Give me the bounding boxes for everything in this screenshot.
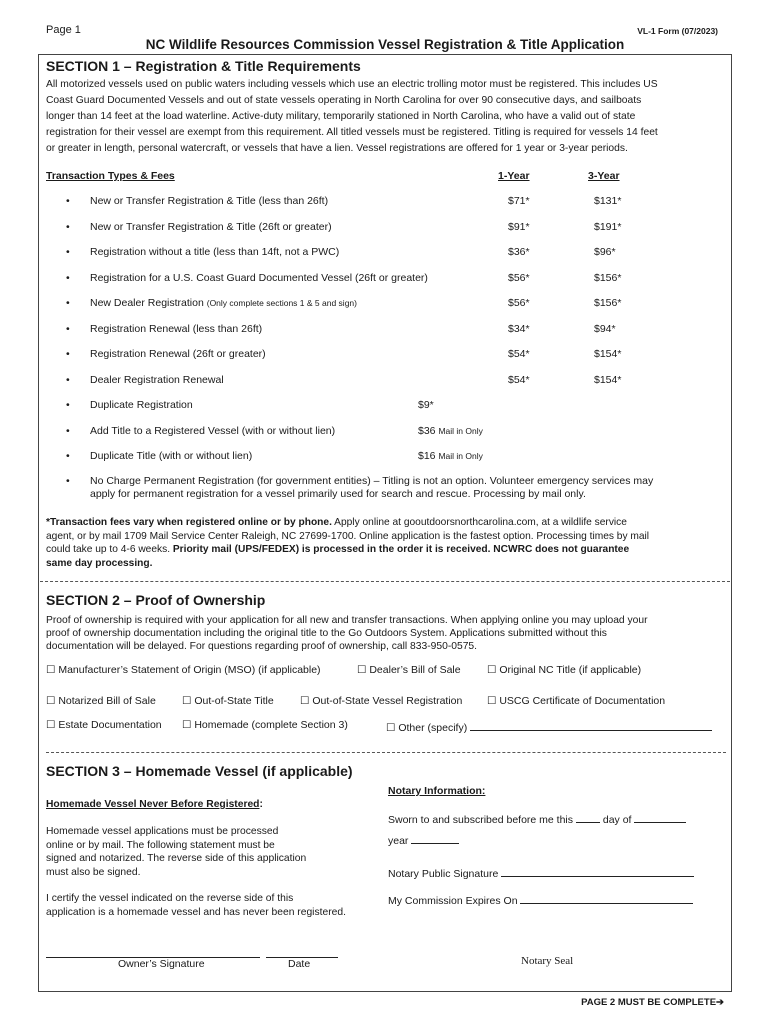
checkbox-icon[interactable]: ☐ bbox=[46, 695, 56, 707]
commission-line bbox=[388, 892, 693, 907]
desc-line: online or by mail. The following statement must be bbox=[46, 839, 275, 851]
checkbox-icon[interactable]: ☐ bbox=[357, 664, 367, 676]
option-homemade[interactable] bbox=[182, 719, 348, 731]
homemade-desc bbox=[46, 825, 306, 879]
certify-statement bbox=[46, 892, 346, 919]
fee-3yr: $156* bbox=[594, 272, 622, 284]
bullet: • bbox=[66, 450, 70, 462]
year-text: year bbox=[388, 835, 409, 847]
intro-line: or greater in length, personal watercraft, or vessels that have a lien. Vessel registrations are offered for 1 year or 3-year periods. bbox=[46, 143, 628, 154]
option-label: Manufacturer’s Statement of Origin (MSO) (if applicable) bbox=[58, 664, 321, 676]
fee-price bbox=[418, 450, 483, 462]
note-text: Apply online at gooutdoorsnorthcarolina.com, at a wildlife service bbox=[331, 517, 627, 528]
fee-price-value: $16 bbox=[418, 450, 436, 462]
subheading-text: Homemade Vessel Never Before Registered bbox=[46, 799, 260, 810]
section1-title: SECTION 1 – Registration & Title Requirements bbox=[46, 58, 361, 74]
col-3-year: 3-Year bbox=[588, 170, 620, 182]
bullet: • bbox=[66, 374, 70, 386]
bullet: • bbox=[66, 221, 70, 233]
day-of-text: day of bbox=[602, 814, 632, 826]
notary-signature-field[interactable] bbox=[501, 865, 694, 877]
fee-note-paragraph bbox=[46, 516, 730, 570]
col-1-year: 1-Year bbox=[498, 170, 530, 182]
fee-row bbox=[66, 272, 706, 292]
intro-line: Proof of ownership is required with your application for all new and transfer transactions. When applying online you may upload your bbox=[46, 615, 648, 626]
section-divider bbox=[46, 752, 726, 753]
commission-field[interactable] bbox=[520, 892, 693, 904]
intro-line: proof of ownership documentation including the original title to the Go Outdoors System. Applications submitted without this bbox=[46, 628, 607, 639]
option-dealer-bill[interactable] bbox=[357, 664, 461, 676]
option-mso[interactable] bbox=[46, 664, 321, 676]
section-divider bbox=[40, 581, 730, 582]
option-label: Estate Documentation bbox=[58, 719, 162, 731]
section3-title: SECTION 3 – Homemade Vessel (if applicable) bbox=[46, 763, 353, 779]
fee-3yr: $154* bbox=[594, 348, 622, 360]
fee-1yr: $54* bbox=[508, 374, 530, 386]
desc-line: Homemade vessel applications must be processed bbox=[46, 826, 279, 837]
fee-desc-main: New Dealer Registration bbox=[90, 297, 204, 309]
fee-row bbox=[66, 374, 706, 394]
option-label: Out-of-State Vessel Registration bbox=[312, 695, 463, 707]
fee-note: Mail in Only bbox=[438, 426, 483, 436]
option-label: Other (specify) bbox=[398, 722, 468, 734]
note-bold: Priority mail (UPS/FEDEX) is processed in the order it is received. NCWRC does not guarantee bbox=[172, 544, 630, 555]
checkbox-icon[interactable]: ☐ bbox=[386, 722, 396, 734]
fee-desc: Duplicate Title (with or without lien) bbox=[90, 450, 253, 462]
checkbox-icon[interactable]: ☐ bbox=[487, 695, 497, 707]
page-number: Page 1 bbox=[46, 24, 81, 36]
fee-desc: New or Transfer Registration & Title (26ft or greater) bbox=[90, 221, 332, 233]
fee-price bbox=[418, 425, 483, 437]
flat-fee-row bbox=[66, 425, 706, 445]
bullet: • bbox=[66, 272, 70, 284]
subheading-colon: : bbox=[259, 799, 263, 810]
no-charge-row bbox=[66, 475, 706, 507]
notary-seal-label: Notary Seal bbox=[521, 955, 574, 967]
bullet: • bbox=[66, 195, 70, 207]
fee-desc-note: (Only complete sections 1 & 5 and sign) bbox=[206, 298, 357, 308]
owner-signature-label: Owner’s Signature bbox=[118, 958, 205, 970]
homemade-subheading bbox=[46, 799, 263, 810]
fee-price-value: $36 bbox=[418, 425, 436, 437]
fee-3yr: $156* bbox=[594, 297, 622, 309]
day-field[interactable] bbox=[576, 811, 600, 823]
option-nc-title[interactable] bbox=[487, 664, 641, 676]
certify-line: I certify the vessel indicated on the reverse side of this bbox=[46, 893, 294, 904]
page-title: NC Wildlife Resources Commission Vessel Registration & Title Application bbox=[145, 37, 625, 52]
fee-row bbox=[66, 246, 706, 266]
other-specify-field[interactable] bbox=[470, 719, 712, 731]
notary-signature-label: Notary Public Signature bbox=[388, 868, 499, 880]
sworn-line bbox=[388, 811, 686, 826]
note-bold: *Transaction fees vary when registered online or by phone. bbox=[46, 517, 332, 528]
date-label: Date bbox=[288, 958, 311, 970]
bullet: • bbox=[66, 246, 70, 258]
fee-1yr: $54* bbox=[508, 348, 530, 360]
checkbox-icon[interactable]: ☐ bbox=[182, 695, 192, 707]
bullet: • bbox=[66, 475, 70, 487]
flat-fee-row bbox=[66, 399, 706, 419]
fee-desc: Dealer Registration Renewal bbox=[90, 374, 224, 386]
fee-price: $9* bbox=[418, 399, 434, 411]
fee-note: Mail in Only bbox=[438, 451, 483, 461]
sworn-text: Sworn to and subscribed before me this bbox=[388, 814, 574, 826]
option-label: Out-of-State Title bbox=[194, 695, 274, 707]
certify-line: application is a homemade vessel and has never been registered. bbox=[46, 906, 346, 918]
month-field[interactable] bbox=[634, 811, 686, 823]
notary-signature-line bbox=[388, 865, 694, 880]
intro-line: documentation will be delayed. For questions regarding proof of ownership, call 833-950-0575. bbox=[46, 641, 478, 652]
note-text: could take up to 4-6 weeks. bbox=[46, 544, 173, 555]
checkbox-icon[interactable]: ☐ bbox=[300, 695, 310, 707]
fee-row bbox=[66, 297, 706, 317]
fee-1yr: $56* bbox=[508, 297, 530, 309]
year-line bbox=[388, 832, 459, 847]
fee-desc: New or Transfer Registration & Title (less than 26ft) bbox=[90, 195, 329, 207]
desc-line: signed and notarized. The reverse side of this application bbox=[46, 853, 307, 864]
fee-3yr: $154* bbox=[594, 374, 622, 386]
bullet: • bbox=[66, 297, 70, 309]
section1-intro bbox=[46, 77, 726, 157]
intro-line: All motorized vessels used on public waters including vessels which use an electric trolling motor must be registered. This includes US bbox=[46, 79, 658, 90]
option-label: Homemade (complete Section 3) bbox=[194, 719, 348, 731]
fee-desc: Registration for a U.S. Coast Guard Documented Vessel (26ft or greater) bbox=[90, 272, 428, 284]
fee-row bbox=[66, 348, 706, 368]
option-label: Dealer’s Bill of Sale bbox=[369, 664, 461, 676]
checkbox-icon[interactable]: ☐ bbox=[182, 719, 192, 731]
bullet: • bbox=[66, 323, 70, 335]
fee-1yr: $34* bbox=[508, 323, 530, 335]
fee-1yr: $56* bbox=[508, 272, 530, 284]
no-charge-line: No Charge Permanent Registration (for government entities) – Titling is not an option. Volunteer emergency services may bbox=[90, 475, 654, 487]
page2-notice: PAGE 2 MUST BE COMPLETE➔ bbox=[581, 997, 724, 1008]
fee-desc: Registration without a title (less than 14ft, not a PWC) bbox=[90, 246, 340, 258]
option-oos-registration[interactable] bbox=[300, 695, 462, 707]
option-oos-title[interactable] bbox=[182, 695, 274, 707]
fee-1yr: $36* bbox=[508, 246, 530, 258]
bullet: • bbox=[66, 425, 70, 437]
fees-header: Transaction Types & Fees bbox=[46, 170, 175, 182]
option-estate[interactable] bbox=[46, 719, 162, 731]
section2-title: SECTION 2 – Proof of Ownership bbox=[46, 592, 266, 608]
intro-line: Coast Guard Documented Vessels and out of state vessels operating in North Carolina for over 90 consecutive days, and sailboats bbox=[46, 95, 642, 106]
fee-desc bbox=[90, 297, 357, 309]
bullet: • bbox=[66, 399, 70, 411]
option-label: Original NC Title (if applicable) bbox=[499, 664, 642, 676]
notary-heading: Notary Information: bbox=[388, 785, 486, 797]
year-field[interactable] bbox=[411, 832, 459, 844]
flat-fee-row bbox=[66, 450, 706, 470]
fee-3yr: $94* bbox=[594, 323, 616, 335]
fee-desc: Add Title to a Registered Vessel (with or without lien) bbox=[90, 425, 336, 437]
bullet: • bbox=[66, 348, 70, 360]
commission-label: My Commission Expires On bbox=[388, 895, 518, 907]
option-label: Notarized Bill of Sale bbox=[58, 695, 156, 707]
option-label: USCG Certificate of Documentation bbox=[499, 695, 666, 707]
checkbox-icon[interactable]: ☐ bbox=[46, 719, 56, 731]
intro-line: registration for their vessel are exempt from this requirement. All titled vessels must be registered. Titling is required for vessels 14 feet bbox=[46, 127, 658, 138]
fee-desc: Registration Renewal (26ft or greater) bbox=[90, 348, 266, 360]
note-bold: same day processing. bbox=[46, 557, 153, 569]
fee-3yr: $191* bbox=[594, 221, 622, 233]
checkbox-icon[interactable]: ☐ bbox=[46, 664, 56, 676]
section2-intro bbox=[46, 614, 726, 653]
fee-desc: Duplicate Registration bbox=[90, 399, 193, 411]
no-charge-line: apply for permanent registration for a vessel primarily used for search and rescue. Processing by mail only. bbox=[90, 488, 586, 500]
desc-line: must also be signed. bbox=[46, 866, 141, 878]
fee-row bbox=[66, 221, 706, 241]
fee-row bbox=[66, 195, 706, 215]
fee-1yr: $91* bbox=[508, 221, 530, 233]
fee-1yr: $71* bbox=[508, 195, 530, 207]
fee-3yr: $96* bbox=[594, 246, 616, 258]
note-text: agent, or by mail 1709 Mail Service Center Raleigh, NC 27699-1700. Online application is the fastest option. Processing times by mail bbox=[46, 530, 650, 542]
option-notarized-bill[interactable] bbox=[46, 695, 156, 707]
option-other[interactable] bbox=[386, 719, 712, 734]
intro-line: longer than 14 feet at the load waterline. Active-duty military, temporarily stationed in North Carolina, who have a valid out of state bbox=[46, 111, 636, 122]
option-uscg[interactable] bbox=[487, 695, 665, 707]
checkbox-icon[interactable]: ☐ bbox=[487, 664, 497, 676]
fee-row bbox=[66, 323, 706, 343]
form-id: VL-1 Form (07/2023) bbox=[637, 26, 718, 36]
fee-desc: Registration Renewal (less than 26ft) bbox=[90, 323, 263, 335]
fee-3yr: $131* bbox=[594, 195, 622, 207]
no-charge-desc bbox=[90, 475, 710, 501]
